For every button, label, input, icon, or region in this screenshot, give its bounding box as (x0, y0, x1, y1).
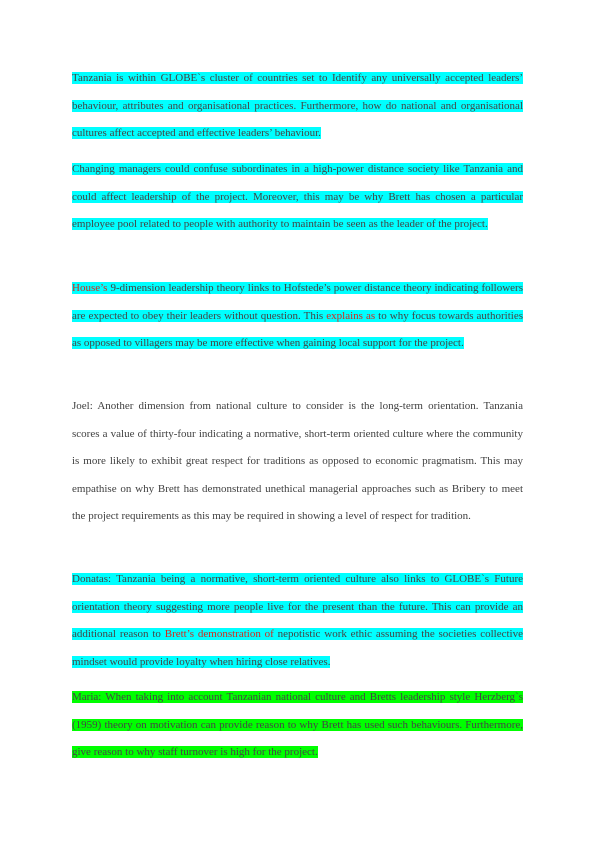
red-text-explains: explains as (326, 309, 376, 322)
highlighted-run (72, 282, 523, 349)
paragraph-text: nepotistic work ethic assuming the societies collective mindset would provide loyalty when hiring close relatives. (72, 628, 523, 668)
paragraph-text: 9-dimension leadership theory links to Hofstede’s power distance theory indicating followers are expected to obey their leaders without question. This (72, 282, 523, 322)
paragraph-text: Joel: Another dimension from national culture to consider is the long-term orientation. Tanzania scores a value of thirty-four indicating a normative, short-term oriented culture where the community is more likely to exhibit great respect for traditions as opposed to economic pragmatism. This may empathise on why Brett has demonstrated unethical managerial approaches such as Bribery to meet the project requirements as this may be required in showing a level of respect for tradition. (72, 400, 523, 522)
paragraph-globe-cluster (72, 65, 523, 148)
red-text-brett: Brett’s demonstration of (164, 628, 274, 640)
paragraph-text: Donatas: Tanzania being a normative, short-term oriented culture also links to GLOBE`s Future orientation theory suggesting more people live for the present than the future. This can provide an additional reason to (72, 573, 523, 640)
paragraph-house-theory (72, 275, 523, 358)
paragraph-maria-herzberg (72, 684, 523, 767)
paragraph-donatas-future (72, 566, 523, 676)
paragraph-joel-long-term (72, 393, 523, 531)
paragraph-power-distance (72, 156, 523, 239)
paragraph-text: Changing managers could confuse subordinates in a high-power distance society like Tanzania and could affect leadership of the project. Moreover, this may be why Brett has chosen a particular employee pool related to people with authority to maintain be seen as the leader of the project. (72, 163, 523, 230)
red-text-house: House’s (72, 282, 108, 294)
highlighted-run (72, 573, 523, 668)
paragraph-text: Tanzania is within GLOBE`s cluster of countries set to Identify any universally accepted leaders’ behaviour, attributes and organisational practices. Furthermore, how do national and organisational cultures affect accepted and effective leaders’ behaviour. (72, 72, 523, 139)
paragraph-text: to why focus towards authorities as opposed to villagers may be more effective when gaining local support for the project. (72, 309, 523, 349)
paragraph-text: Maria: When taking into account Tanzanian national culture and Bretts leadership style Herzberg`s (1959) theory on motivation can provide reason to why Brett has used such behaviours. Furthermore, give reason to why staff turnover is high for the project. (72, 691, 523, 758)
